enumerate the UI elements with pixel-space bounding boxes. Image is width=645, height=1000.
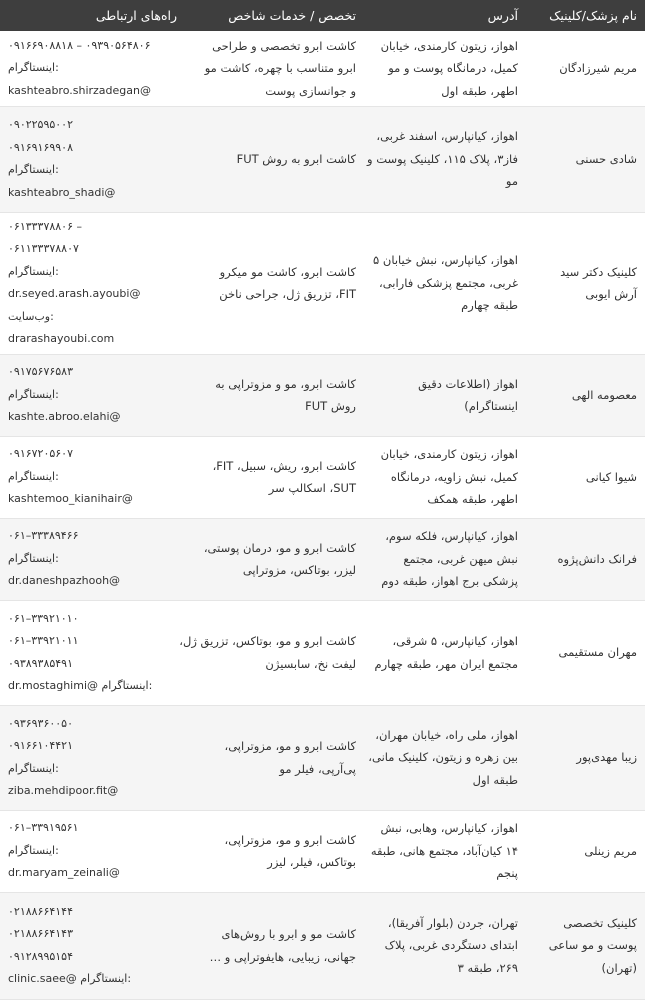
address-line: مو [505,174,518,189]
contact-line: dr.maryam_zeinali@ [8,866,120,880]
table-row [0,892,645,999]
contact-line: ۰۹۱۶۷۲۰۵۶۰۷ [8,447,73,461]
address-line: اهواز، ملی راه، خیابان مهران، [375,727,518,742]
address-line: غربی، مجتمع پزشکی فارابی، [378,275,518,290]
contact-line: ۰۹۱۶۶۹۰۸۸۱۸ – ۰۹۳۹۰۵۶۴۸۰۶ [8,38,151,52]
address-line: اهواز، زیتون کارمندی، خیابان [380,38,518,53]
table-row [0,354,645,436]
specialty-cell [185,705,364,810]
specialty-cell [179,600,364,705]
contact-cell [0,600,185,705]
table-header-row [0,0,645,31]
doctor-cell [526,518,645,600]
contact-line: clinic.saee@ اینستاگرام: [8,972,132,985]
address-cell [364,518,526,600]
specialty-line: کاشت ابرو، کاشت مو میکرو [219,264,356,279]
contact-cell [0,810,185,892]
address-line: تهران، جردن (بلوار آفریقا)، [387,915,518,930]
doctor-line: مریم زینلی [584,843,637,858]
contact-line: اینستاگرام: [8,843,59,857]
contact-line: ۰۶۱۱۳۳۳۷۸۸۰۷ [8,242,79,255]
table-row [0,810,645,892]
specialty-cell [185,106,364,212]
doctor-line: آرش ایوبی [585,287,637,301]
contact-line: dr.seyed.arash.ayoubi@ [8,287,141,300]
address-line: ۲۶۹، طبقه ۳ [457,960,518,975]
specialty-line: کاشت ابرو، مو و مزوتراپی به [215,376,356,391]
address-cell [364,892,526,999]
address-line: ۱۴ کیان‌آباد، مجتمع هانی، طبقه [370,843,518,858]
address-line: نبش میهن غربی، مجتمع [403,551,518,566]
doctor-line: شیوا کیانی [585,469,637,484]
specialty-line: کاشت ابرو تخصصی و طراحی [212,38,356,53]
specialty-line: کاشت ابرو و مو، درمان پوستی، [203,540,356,555]
contact-cell [0,436,185,518]
address-line: اهواز، کیانپارس، ۵ شرقی، [392,634,518,648]
address-cell [364,212,526,354]
address-line: ابتدای دستگردی غربی، پلاک [384,938,518,953]
specialty-line: کاشت ابرو و مو، مزوتراپی، [224,739,356,753]
contact-line: اینستاگرام: [8,61,59,74]
address-line: اهواز، کیانپارس، اسفند غربی، [376,129,518,144]
contact-line: ziba.mehdipoor.fit@ [8,784,119,797]
contact-line: ۰۶۱–۳۳۹۲۱۰۱۱ [8,634,79,647]
doctor-cell [526,600,645,705]
contact-line: ۰۶۱–۳۳۳۸۹۴۶۶ [8,529,79,543]
specialty-line: جهانی، زیبایی، هایفوتراپی و … [209,949,356,964]
address-line: اهواز (اطلاعات دقیق [418,376,518,391]
address-line: بین زهره و زیتون، کلینیک مانی، [368,750,518,765]
address-line: پنجم [496,866,518,881]
contact-line: اینستاگرام: [8,551,59,565]
contact-line: اینستاگرام: [8,163,59,176]
contact-cell [0,31,185,106]
contact-line: ۰۹۳۶۹۳۶۰۰۵۰ [8,716,73,730]
address-line: کمیل، نبش زاویه، درمانگاه [390,469,518,484]
contact-cell [0,212,185,354]
doctor-line: فرانک دانش‌پژوه [557,551,637,566]
contact-cell [0,354,185,436]
specialty-cell [185,518,364,600]
address-cell [364,106,526,212]
specialty-line: SUT، اسکالپ سر [268,481,356,495]
doctor-line: شادی حسنی [575,151,637,166]
specialty-line: بوتاکس، فیلر، لیزر [267,855,356,869]
header-address: آدرس [364,0,526,31]
table-row [0,518,645,600]
contact-line: kashtemoo_kianihair@ [8,492,133,506]
address-line: پزشکی برج اهواز، طبقه دوم [381,574,518,589]
address-cell [364,600,526,705]
contact-line: ۰۶۱–۳۳۹۱۹۵۶۱ [8,821,79,835]
specialty-cell [185,810,364,892]
contact-line: dr.daneshpazhooh@ [8,574,121,588]
contact-line: ۰۶۱۳۳۳۷۸۸۰۶ – [8,219,82,233]
table-row [0,31,645,106]
address-line: اهواز، کیانپارس، وهابی، نبش [380,821,518,836]
address-line: اطهر، طبقه همکف [427,492,518,507]
doctor-cell [526,705,645,810]
doctor-line: (تهران) [601,960,637,975]
address-cell [364,810,526,892]
doctor-line: معصومه الهی [571,387,637,402]
address-line: فاز۳، پلاک ۱۱۵، کلینیک پوست و [367,151,518,166]
specialty-line: کاشت ابرو و مو، بوتاکس، تزریق ژل، [179,634,356,648]
doctor-cell [526,212,645,354]
doctor-line: مریم شیرزادگان [559,61,637,75]
contact-cell [0,892,185,999]
table-row [0,106,645,212]
address-line: اهواز، کیانپارس، نبش خیابان ۵ [373,253,518,268]
specialty-line: پی‌آرپی، فیلر مو [279,761,356,776]
doctor-line: مهران مستقیمی [558,645,637,660]
address-line: اهواز، زیتون کارمندی، خیابان [380,447,518,462]
address-line: کمیل، درمانگاه پوست و مو [388,61,518,75]
contact-line: ۰۹۰۲۲۵۹۵۰۰۲ [8,118,73,131]
doctor-cell [526,106,645,212]
specialty-line: FIT، تزریق ژل، جراحی ناخن [219,287,356,301]
contact-line: kashte.abroo.elahi@ [8,410,121,424]
contact-line: ۰۹۱۶۹۱۶۹۹۰۸ [8,140,73,154]
contact-line: اینستاگرام: [8,264,59,278]
header-contact: راه‌های ارتباطی [0,0,185,31]
doctor-cell [526,436,645,518]
address-line: طبقه چهارم [461,298,518,313]
address-line: اطهر، طبقه اول [441,83,518,98]
contact-line: وب‌سایت: [8,309,54,323]
table-row [0,705,645,810]
specialty-cell [185,31,364,106]
doctor-line: کلینیک تخصصی [563,915,637,930]
specialty-line: لیفت نخ، سابسیژن [265,656,356,671]
doctor-cell [526,810,645,892]
specialty-cell [185,354,364,436]
header-doctor: نام پزشک/کلینیک [526,0,645,31]
contact-line: ۰۹۱۶۶۱۰۴۴۲۱ [8,739,73,752]
table-row [0,600,645,705]
table-row [0,212,645,354]
contact-line: dr.mostaghimi@ اینستاگرام: [8,679,153,692]
contact-line: اینستاگرام: [8,469,59,483]
contact-cell [0,106,185,212]
address-line: اینستاگرام) [464,399,518,413]
address-cell [364,354,526,436]
contact-line: اینستاگرام: [8,761,59,775]
contact-line: kashteabro_shadi@ [8,185,116,199]
specialty-cell [185,212,364,354]
contact-line: ۰۲۱۸۸۶۶۴۱۴۴ [8,904,73,918]
table-row [0,436,645,518]
contact-line: ۰۲۱۸۸۶۶۴۱۴۳ [8,927,73,940]
contact-line: ۰۹۳۸۹۳۸۵۴۹۱ [8,656,73,670]
contact-line: ۰۹۱۷۵۶۷۶۵۸۳ [8,365,73,379]
contact-cell [0,705,185,810]
specialty-line: ابرو متناسب با چهره، کاشت مو [204,61,356,75]
specialty-line: لیزر، بوتاکس، مزوتراپی [242,563,356,577]
specialty-line: روش FUT [305,399,356,413]
doctor-cell [526,354,645,436]
address-line: مجتمع ایران مهر، طبقه چهارم [374,656,518,671]
header-specialty: تخصص / خدمات شاخص [185,0,364,31]
address-cell [364,436,526,518]
contact-line: ۰۹۱۲۸۹۹۵۱۵۴ [8,949,73,963]
specialty-line: و جوانسازی پوست [265,83,356,98]
specialty-cell [185,436,364,518]
contact-cell [0,518,185,600]
specialty-cell [185,892,364,999]
address-line: طبقه اول [472,772,518,787]
contact-line: drarashayoubi.com [8,332,115,345]
address-cell [364,31,526,106]
specialty-line: کاشت ابرو به روش FUT [236,151,356,166]
doctor-cell [526,31,645,106]
doctor-cell [526,892,645,999]
address-line: اهواز، کیانپارس، فلکه سوم، [385,529,518,544]
contact-line: kashteabro.shirzadegan@ [8,83,151,97]
doctor-line: کلینیک دکتر سید [560,264,637,279]
specialty-line: کاشت مو و ابرو با روش‌های [221,927,356,941]
doctor-line: زیبا مهدی‌پور [576,750,637,765]
contact-line: ۰۶۱–۳۳۹۲۱۰۱۰ [8,611,79,625]
address-cell [364,705,526,810]
table-body [0,31,645,999]
specialty-line: کاشت ابرو، ریش، سبیل، FIT، [212,458,356,473]
doctor-line: پوست و مو ساعی [548,938,637,953]
contact-line: اینستاگرام: [8,387,59,401]
specialty-line: کاشت ابرو و مو، مزوتراپی، [224,832,356,847]
